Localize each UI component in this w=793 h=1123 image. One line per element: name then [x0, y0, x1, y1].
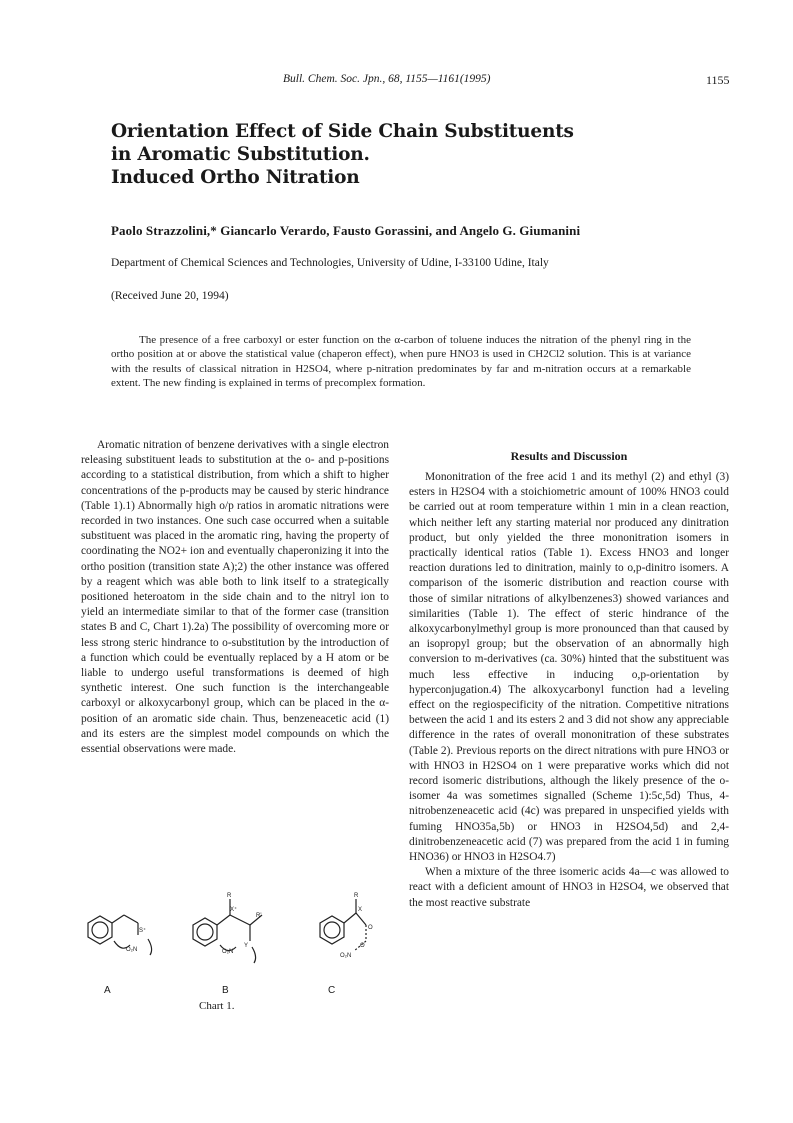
left-column	[81, 438, 389, 757]
svg-text:R: R	[354, 893, 359, 899]
svg-text:O: O	[360, 943, 365, 949]
right-column	[409, 470, 729, 911]
title-line-2: in Aromatic Substitution.	[111, 144, 370, 165]
svg-text:O₂N: O₂N	[126, 947, 138, 953]
structure-label-b: B	[222, 985, 229, 996]
abstract: The presence of a free carboxyl or ester function on the α-carbon of toluene induces the nitration of the phenyl ring in the ortho position at or above the statistical value (chaperon effect), when pure HNO3 is used in CH2Cl2 solution. This is at variance with the results of classical nitration in H2SO4, where p-nitration predominates by far and m-nitration occurs at a remarkable extent. The new finding is explained in terms of precomplex formation.	[111, 334, 691, 390]
structure-label-c: C	[328, 985, 336, 996]
svg-text:X: X	[358, 907, 363, 913]
authors: Paolo Strazzolini,* Giancarlo Verardo, Fausto Gorassini, and Angelo G. Giumanini	[111, 223, 581, 238]
svg-text:Y: Y	[244, 943, 249, 949]
svg-text:X⁺: X⁺	[230, 907, 238, 913]
svg-text:S⁺: S⁺	[139, 928, 147, 934]
page-number: 1155	[706, 73, 730, 87]
results-paragraph-1: Mononitration of the free acid 1 and its methyl (2) and ethyl (3) esters in H2SO4 with a stoichiometric amount of 100% HNO3 could be carried out at room temperature within 1 min in a clean reaction, which neither left any starting material nor produced any dinitration product, but only yielded the three mononitration isomers in practically identical ratios (Table 1). Excess HNO3 and longer reaction durations led to dinitration, mainly to o,p-dinitro isomers. A comparison of the isomeric distribution and reaction course with those of similar nitrations of alkylbenzenes3) showed variances and similarities (Table 1). The effect of steric hindrance of the alkoxycarbonylmethyl group is more pronounced than that caused by an isopropyl group; but the observation of an abnormally high conversion to m-derivatives (ca. 30%) hinted that the substituent was much less effective in inducing o,p-orientation by hyperconjugation.4) The alkoxycarbonyl function had a leveling effect on the regiospecificity of the nitration. Competitive nitrations between the acid 1 and its esters 2 and 3 did not show any appreciable difference in the rates of overall mononitration of these substrates (Table 2). Previous reports on the direct nitrations with pure HNO3 or with HNO3 in H2SO4 on 1 were preparative works which did not record isomeric distributions, although the likely presence of the o-isomer 4a was sometimes signalled (Scheme 1):5c,5d) Thus, 4-nitrobenzeneacetic acid (4c) was prepared in unspecified yields with fuming HNO35a,5b) or HNO3 in H2SO4,5d) and 2,4-dinitrobenzeneacetic acid (7) was prepared from the acid 1 in fuming HNO36) or HNO3 in H2SO4.7)	[409, 471, 729, 864]
section-heading: Results and Discussion	[510, 449, 628, 463]
article-title	[111, 120, 671, 189]
intro-paragraph: Aromatic nitration of benzene derivatives with a single electron releasing substituent leads to substitution at the o- and p-positions according to a statistical distribution, from which a shift to higher concentrations of the p-products may be caused by steric hindrance (Table 1).1) Abnormally high o/p ratios in aromatic nitrations were recorded in two instances. One such case occurred when a suitable substituent was placed in the aromatic ring, having the property of coordinating the NO2+ ion and eventually chaperonizing it into the ortho position (transition state A);2) the other instance was offered by a reagent which was able both to link itself to a strategically positioned heteroatom in the side chain and to the nitryl ion to yield an intermediate similar to that of the former case (transition states B and C, Chart 1).2a) The possibility of overcoming more or less strong steric hindrance to o-substitution by the introduction of a function which could be eventually replaced by a H atom or be liable to undergo useful transformations is deemed of high synthetic interest. One such function is the interchangeable carboxyl or alkoxycarbonyl group, which can be placed in the α-position of an aromatic side chain. Thus, benzeneacetic acid (1) and its esters are the simplest model compounds on which the essential observations were made.	[81, 439, 389, 756]
svg-text:R': R'	[256, 913, 262, 919]
chemical-structures-figure	[60, 885, 400, 995]
received-date: (Received June 20, 1994)	[111, 290, 229, 302]
title-line-3: Induced Ortho Nitration	[111, 167, 360, 188]
svg-text:O: O	[368, 925, 373, 931]
results-paragraph-2: When a mixture of the three isomeric acids 4a—c was allowed to react with a deficient amount of HNO3 in H2SO4, we observed that the most reactive substrate	[409, 866, 729, 909]
affiliation: Department of Chemical Sciences and Technologies, University of Udine, I-33100 Udine, Italy	[111, 257, 549, 269]
structure-a-drawing	[88, 915, 152, 955]
running-head: Bull. Chem. Soc. Jpn., 68, 1155—1161(1995)	[283, 73, 491, 85]
chart-caption: Chart 1.	[199, 1000, 235, 1012]
svg-text:O₂N: O₂N	[222, 949, 234, 955]
structure-label-a: A	[104, 985, 111, 996]
title-line-1: Orientation Effect of Side Chain Substituents	[111, 121, 574, 142]
svg-text:R: R	[227, 893, 232, 899]
svg-text:O₂N: O₂N	[340, 953, 352, 959]
